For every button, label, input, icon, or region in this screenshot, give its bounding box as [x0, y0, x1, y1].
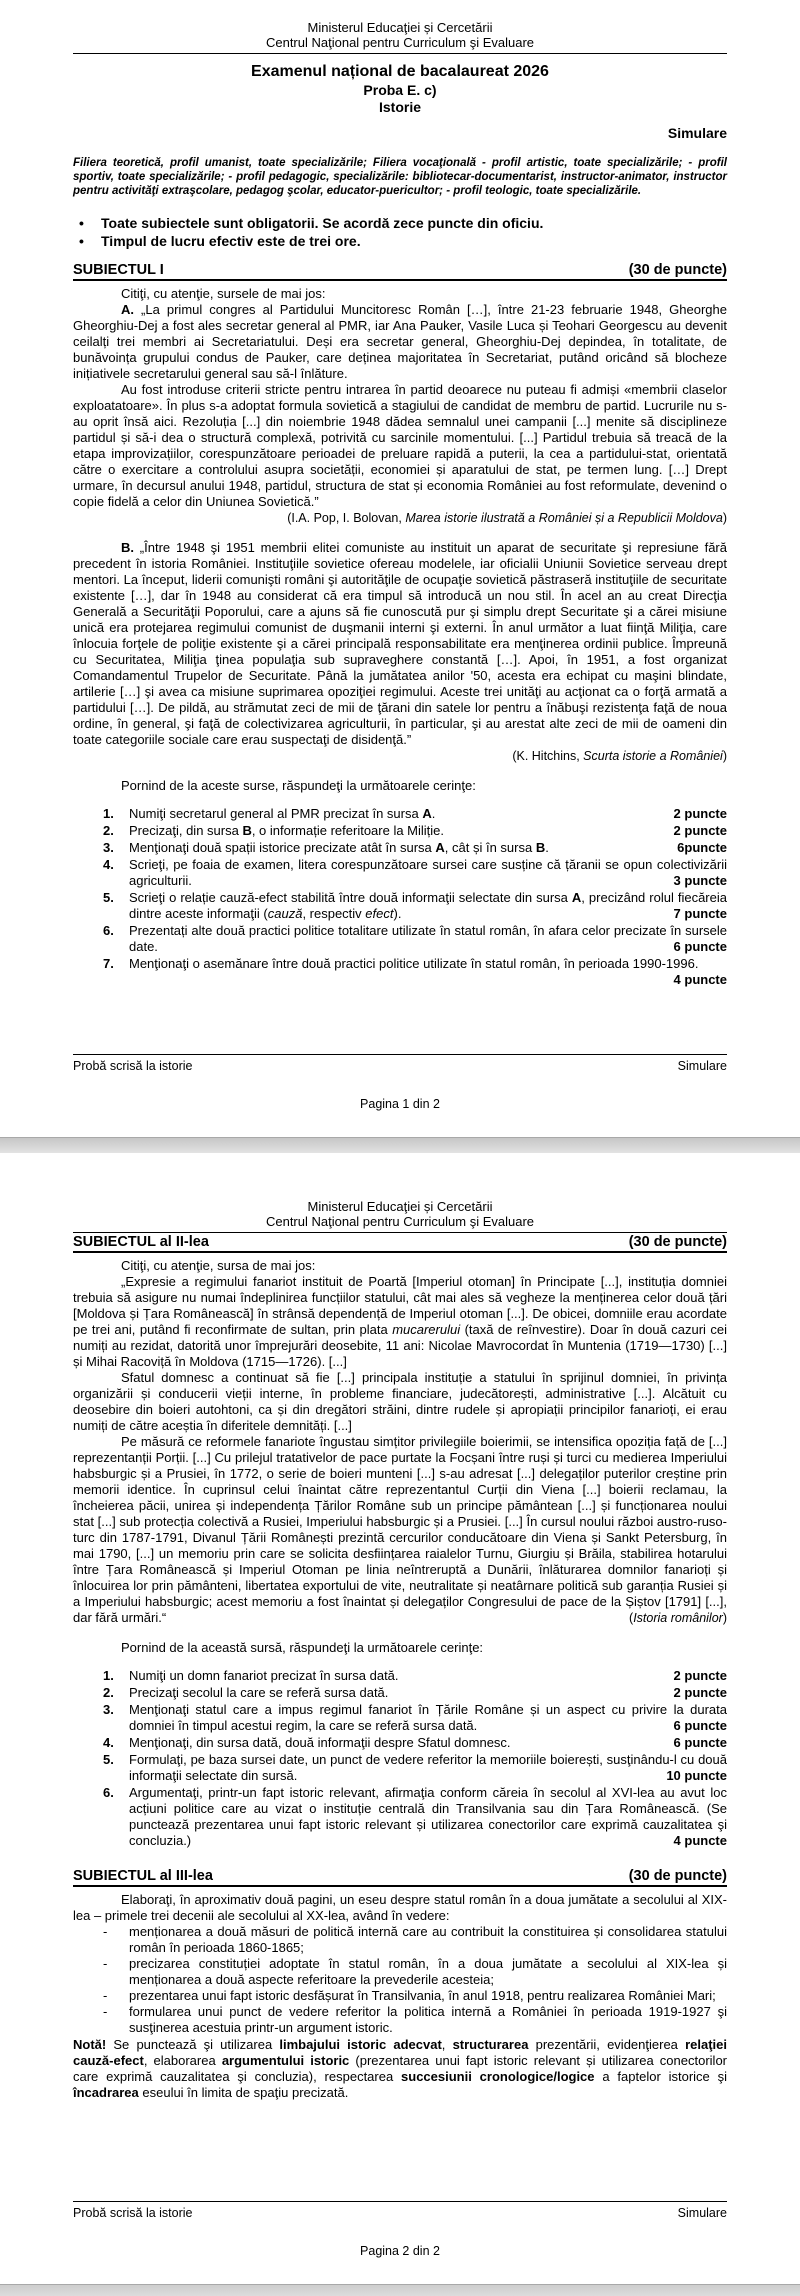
source-b-paragraph — [73, 540, 731, 748]
question-number: 6. — [103, 923, 114, 938]
attribution-close: ) — [722, 511, 727, 525]
question-segment: Numiţi secretarul general al PMR precizat în sursa — [129, 806, 423, 821]
source-paragraph-3 — [73, 1434, 731, 1626]
requirement-text: menționarea a două măsuri de politică internă care au contribuit la constituirea și consolidarea statului român în perioada 1860-1865; — [129, 1924, 731, 1955]
dash-icon: - — [103, 1956, 108, 1971]
subject1-heading — [73, 262, 727, 281]
requirement-item — [103, 1988, 727, 2004]
question-text — [129, 956, 727, 988]
instructions-list — [73, 214, 727, 250]
source-b-text: „Între 1948 şi 1951 membrii elitei comuniste au instituit un aparat de securitate şi represiune fără precedent în istoria României. Instituţiile sovietice ofereau modelele, iar oficialii Uniunii Sovietice serveau drept mentori. La început, liderii comunişti români şi autorităţile de ocupaţie sovietică păstraseră instituţiile de securitate existente […], dar în 1948 au considerat că era timpul să introducă un nou stil. În acel an au creat Direcţia Generală a Securităţii Poporului, care a ajuns să fie cunoscută pur şi simplu drept Securitate şi a cărei misiune unică era protejarea regimului comunist de duşmanii interni şi externi. În anul următor a luat fiinţă Miliţia, care înlocuia forţele de poliţie existente şi a cărei principală responsabilitate era menţinerea ordinii publice. Împreună cu Securitatea, Miliţia ţinea populaţia sub supraveghere constantă […]. Apoi, în 1951, a fost organizat Comandamentul Trupelor de Securitate. Până la jumătatea anilor '50, acesta era echipat cu maşini blindate, artilerie […] şi avea ca misiune suprimarea opoziţiei regimului. Aceste trei unităţi au acţionat ca o forţă armată a partidului […]. De pildă, au strămutat zeci de mii de ţărani din satele lor pentru a înăbuşi rezistenţa faţă de noua ordine, în general, şi faţă de colectivizarea agriculturii, în particular, şi au arestat alte zeci de mii de oameni din toate categoriile sociale care erau suspectaţi de disidenţă.” — [73, 540, 731, 747]
question-segment: . — [431, 806, 436, 821]
page-1 — [0, 0, 800, 1137]
question-row — [103, 1785, 731, 1849]
nota-segment: (prezentarea unui fapt istoric relevant și utilizarea conectorilor care exprimă cauzalitatea şi concluzia), respectarea — [73, 2053, 731, 2084]
question-segment: Menţionaţi două spații istorice precizate atât în sursa — [129, 840, 436, 855]
question-points: 2 puncte — [673, 1685, 727, 1700]
attribution-close: ) — [722, 1611, 727, 1625]
source-italic-term: mucarerului — [392, 1322, 461, 1337]
source-text: „Expresie a regimului fanariot instituit de Poartă [Imperiul otoman] în Principate [...], instituția domniei trebuia să asigure nu numai îndeplinirea funcțiilor statului, cât mai ales să vegheze la menținerea celor două țări [Moldova și Țara Românească] în strânsă dependență de Imperiul otoman [...]. De obicei, domniile erau acordate pe trei ani, putând fi reconfirmate de sultan, prin plata — [73, 1274, 731, 1337]
source-attribution — [581, 1610, 727, 1626]
question-row — [103, 1752, 731, 1784]
question-segment: Menţionaţi statul care a impus regimul fanariot în Țările Române și un aspect cu privire la durata domniei în timpul acestui regim, la care se referă sursa dată. — [129, 1702, 731, 1733]
subject1-title: SUBIECTUL I — [73, 262, 164, 278]
footer-right: Simulare — [677, 2206, 727, 2220]
question-segment: Numiţi un domn fanariot precizat în sursa dată. — [129, 1668, 399, 1683]
question-row — [103, 806, 727, 822]
document-header — [73, 1199, 727, 1229]
attribution-close: ) — [722, 749, 727, 763]
question-text — [129, 1752, 731, 1784]
source-b-attribution — [73, 749, 727, 764]
question-segment: . — [545, 840, 549, 855]
requirement-text: prezentarea unui fapt istoric desfășurat în Transilvania, în anul 1918, pentru realizarea României Mari; — [129, 1988, 716, 2003]
dash-icon: - — [103, 2004, 108, 2019]
subject3-points: (30 de puncte) — [628, 1868, 727, 1884]
footer-left: Probă scrisă la istorie — [73, 1059, 193, 1073]
question-segment: , cât și în sursa — [444, 840, 536, 855]
source-paragraph-2: Sfatul domnesc a continuat să fie [...] principala instituție a statului în sprijinul domniei, în privința organizării și conducerii vieții interne, în probleme financiare, judecătorești, administrative [...]. Alcătuit cu deosebire din boieri autohtoni, ca și din dregători străini, dintre rudele și apropiații principilor fanarioți, ei erau numiți de către aceștia în diferitele demnități. [...] — [73, 1370, 727, 1433]
ministry-line: Ministerul Educaţiei și Cercetării — [307, 20, 493, 35]
exam-subject: Istorie — [378, 99, 421, 115]
question-row — [103, 890, 731, 922]
dash-icon: - — [103, 1988, 108, 2003]
question-row — [103, 840, 727, 856]
question-number: 2. — [103, 823, 114, 838]
bullet-icon: • — [79, 215, 84, 231]
question-points: 6 puncte — [673, 1718, 727, 1733]
source-a-label: A. — [121, 302, 134, 317]
subject1-intro: Citiţi, cu atenţie, sursele de mai jos: — [121, 286, 326, 301]
subject2-intro: Citiţi, cu atenţie, sursa de mai jos: — [121, 1258, 316, 1273]
subject1-prompt: Pornind de la aceste surse, răspundeţi la următoarele cerinţe: — [121, 778, 476, 793]
question-text — [129, 806, 727, 822]
bottom-page-separator — [0, 2284, 800, 2296]
question-number: 4. — [103, 1735, 114, 1750]
nota-bold: încadrarea — [73, 2085, 139, 2100]
source-text: (taxă de reînvestire). Doar în două cazuri cei numiți au rezidat, datorită unor împrejurări deosebite, 11 ani: Nicolae Mavrocordat în Muntenia (1719—1730) [...] și Mihai Racoviță în Moldova (1715—1726). [...] — [73, 1322, 731, 1369]
question-segment: , o informație referitoare la Miliție. — [251, 823, 445, 838]
attribution-title: Istoria românilor — [633, 1611, 723, 1625]
question-row — [103, 956, 727, 988]
subject2-title: SUBIECTUL al II-lea — [73, 1234, 209, 1250]
nota-bold: argumentului istoric — [221, 2053, 350, 2068]
subject2-heading — [73, 1234, 727, 1253]
question-row — [103, 1735, 727, 1751]
attribution-title: Scurta istorie a României — [583, 749, 723, 763]
question-number: 3. — [103, 840, 114, 855]
page-2 — [0, 1153, 800, 2284]
nota-bold: relaţiei cauză-efect — [73, 2037, 731, 2068]
nota-segment: prezentării, evidenţierea — [528, 2037, 686, 2052]
question-segment: Menţionaţi o asemănare între două practici politice utilizate în statul român, în perioada 1990-1996. — [129, 956, 699, 971]
subject1-questions — [103, 806, 731, 989]
question-number: 7. — [103, 956, 114, 971]
footer-left: Probă scrisă la istorie — [73, 2206, 193, 2220]
source-a-paragraph-1 — [73, 302, 731, 382]
question-points: 4 puncte — [673, 1833, 727, 1848]
question-text — [129, 1702, 731, 1734]
source-a-paragraph-2: Au fost introduse criterii stricte pentru intrarea în partid deoarece nu puteau fi admiși «membrii claselor exploatatoare». În plus s-a adoptat formula sovietică a stagiului de candidat de membru de partid. Lucrurile nu s-au oprit însă aici. Rezoluția [...] din noiembrie 1948 dădea semnalul unei campanii [...] menite să disciplineze partidul și să-i dea o structură complexă, potrivită cu sarcinile momentului. [...] Partidul trebuia să treacă de la etapa improvizațiilor, corespunzătoare perioadei de preluare rapidă a puterii, la cea a partidului-stat, orientată către o exercitare a controlului asupra societății, economiei și aparatului de stat, pe termen lung. […] Drept urmare, în decursul anului 1948, partidul, structura de stat și economia României au fost reformulate, devenind o copie fidelă a celor din Uniunea Sovietică.” — [73, 382, 727, 509]
question-segment: Scrieţi, pe foaia de examen, litera corespunzătoare sursei care susține că țăranii se opun colectivizării agriculturii. — [129, 857, 731, 888]
question-number: 5. — [103, 890, 114, 905]
requirement-text: formularea unui punct de vedere referitor la politica internă a României în perioada 1919-1927 şi susţinerea acestuia printr-un argument istoric. — [129, 2004, 731, 2035]
question-bold-ref: A — [571, 890, 582, 905]
question-points: 3 puncte — [673, 873, 727, 888]
page-footer — [73, 2201, 727, 2258]
nota-segment: Se punctează şi utilizarea — [106, 2037, 280, 2052]
footer-row — [73, 2206, 727, 2220]
question-points: 2 puncte — [673, 806, 727, 821]
question-segment: Menţionaţi, din sursa dată, două informaţii despre Sfatul domnesc. — [129, 1735, 511, 1750]
question-segment: Formulaţi, pe baza sursei date, un punct de vedere referitor la memoriile boierești, susţinându-l cu două informaţii selectate din sursă. — [129, 1752, 731, 1783]
nota-bold: succesiunii cronologice/logice — [401, 2069, 595, 2084]
question-row — [103, 823, 727, 839]
source-text: Pe măsură ce reformele fanariote îngustau simțitor privilegiile boierimii, se intensifica opoziția față de [...] reprezentanții Porții. [...] Cu prilejul tratativelor de pace purtate la Focșani între ruși și turci cu medierea Imperiului habsburgic și a Prusiei, în 1772, o serie de boieri munteni [...] s-au adresat [...] delegaților puterilor creștine prin memorii identice. În cuprinsul celui înaintat către reprezentantul Curții din Viena [...] boierii reclamau, la încheierea păcii, unirea și independența Țărilor Române sub un principe pământean [...] și funcționarea noului stat [...] sub protecția colectivă a Rusiei, Imperiului habsburgic și a Prusiei. [...] În cursul noului război austro-ruso-turc din 1787-1791, Divanul Țării Românești prezintă cercurilor conducătoare din Viena și Sankt Petersburg, în mai 1790, [...] un memoriu prin care se solicita desființarea raialelor Turnu, Giurgiu și Brăila, stabilirea hotarului între Țara Românească și Imperiul Otoman pe linia neîntreruptă a Dunării, înlăturarea domnilor fanarioți și înlocuirea lor prin pământeni, libertatea exportului de vite, neutralitate și neatârnare politică sub garanția Rusiei și a Imperiului habsburgic; acest memoriu a fost înaintat și delegaților Congresului de pace de la Șiștov [1791] [...], dar fără urmări.“ — [73, 1434, 731, 1625]
simulare-label: Simulare — [667, 125, 727, 141]
question-segment: ). — [393, 906, 402, 921]
requirement-text: precizarea constituției adoptate în statul român, în a doua jumătate a secolului al XIX-lea și menționarea a două aspecte referitoare la prevederile acesteia; — [129, 1956, 731, 1987]
footer-right: Simulare — [677, 1059, 727, 1073]
source-a-attribution — [73, 511, 727, 526]
question-text — [129, 857, 731, 889]
subject3-heading — [73, 1868, 727, 1887]
question-segment: Precizaţi, din sursa — [129, 823, 243, 838]
subject1-points: (30 de puncte) — [628, 262, 727, 278]
source-a-text-1: „La primul congres al Partidului Muncitoresc Român […], între 21-23 februarie 1948, Gheorghe Gheorghiu-Dej a fost ales secretar general al PMR, iar Ana Pauker, Vasile Luca și Teohari Georgescu au devenit ceilalți trei membri ai Secretariatului. Deși era secretar general, Gheorghiu-Dej depindea, în totalitate, de bunăvoința grupului condus de Pauker, care deținea majoritatea în Secretariat, putând oricând să blocheze inițiativele secretarului general sau să-l înlăture. — [73, 302, 731, 381]
dash-icon: - — [103, 1924, 108, 1939]
center-line: Centrul Naţional pentru Curriculum şi Evaluare — [265, 1214, 535, 1229]
attribution-open: ( — [629, 1611, 634, 1625]
question-italic-term: efect — [365, 906, 394, 921]
question-points: 6puncte — [677, 840, 727, 855]
subject2-points: (30 de puncte) — [628, 1234, 727, 1250]
question-text — [129, 1785, 731, 1849]
nota-segment: , elaborarea — [143, 2053, 222, 2068]
question-number: 2. — [103, 1685, 114, 1700]
question-number: 6. — [103, 1785, 114, 1800]
question-italic-term: cauză — [267, 906, 303, 921]
question-points: 7 puncte — [673, 906, 727, 921]
instruction-text: Toate subiectele sunt obligatorii. Se acordă zece puncte din oficiu. — [101, 215, 544, 231]
question-text — [129, 1685, 727, 1701]
instruction-item — [73, 232, 727, 250]
question-row — [103, 1702, 731, 1734]
nota-segment: eseului în limita de spaţiu precizată. — [138, 2085, 349, 2100]
subject2-questions — [103, 1668, 731, 1850]
attribution-authors: (K. Hitchins, — [512, 749, 584, 763]
attribution-title: Marea istorie ilustrată a României și a Republicii Moldova — [405, 511, 723, 525]
question-segment: Argumentaţi, printr-un fapt istoric relevant, afirmaţia conform căreia în secolul al XVI-lea au avut loc acțiuni politice care au vizat o instituție centrală din Transilvania sau din Țara Românească. (Se punctează prezentarea unui fapt istoric relevant și utilizarea conectorilor care exprimă cauzalitatea şi concluzia.) — [129, 1785, 731, 1848]
question-bold-ref: A — [422, 806, 432, 821]
filiera-note: Filiera teoretică, profil umanist, toate specializările; Filiera vocaţională - profil artistic, toate specializările; - profil sportiv, toate specializările; - profil pedagogic, specializările: bibliotecar-documentarist, instructor-animator, instructor pentru activităţi extraşcolare, pedagog şcolar, educator-puericultor; - profil teologic, toate specializările. — [73, 157, 727, 197]
page-footer — [73, 1054, 727, 1111]
header-rule — [73, 53, 727, 54]
bullet-icon: • — [79, 233, 84, 249]
requirement-item — [103, 1924, 731, 1956]
question-bold-ref: B — [535, 840, 546, 855]
subject3-title: SUBIECTUL al III-lea — [73, 1868, 213, 1884]
question-text — [129, 923, 731, 955]
ministry-line: Ministerul Educaţiei și Cercetării — [307, 1199, 493, 1214]
question-segment: , precizând rolul fiecăreia dintre aceste informaţii ( — [129, 890, 731, 921]
exam-proba: Proba E. c) — [363, 82, 437, 98]
question-text — [129, 840, 727, 856]
question-points: 2 puncte — [673, 823, 727, 838]
nota-segment: , — [441, 2037, 453, 2052]
question-text — [129, 1735, 727, 1751]
question-row — [103, 923, 731, 955]
page-separator — [0, 1137, 800, 1153]
question-segment: , respectiv — [302, 906, 366, 921]
subject3-requirements — [103, 1924, 731, 2036]
question-points: 6 puncte — [673, 1735, 727, 1750]
question-segment: Precizaţi secolul la care se referă sursa dată. — [129, 1685, 389, 1700]
question-bold-ref: B — [242, 823, 252, 838]
question-segment: Prezentați alte două practici politice totalitare utilizate în statul român, în afara celor precizate în sursele date. — [129, 923, 731, 954]
header-rule — [73, 1232, 727, 1233]
instruction-text: Timpul de lucru efectiv este de trei ore. — [101, 233, 361, 249]
question-number: 5. — [103, 1752, 114, 1767]
question-number: 1. — [103, 1668, 114, 1683]
requirement-item — [103, 1956, 731, 1988]
title-block — [73, 63, 727, 115]
document-header — [73, 20, 727, 50]
question-points: 2 puncte — [673, 1668, 727, 1683]
nota-label: Notă! — [73, 2037, 107, 2052]
question-points: 4 puncte — [673, 972, 727, 987]
nota-segment: a faptelor istorice şi — [594, 2069, 731, 2084]
subject3-intro: Elaboraţi, în aproximativ două pagini, un eseu despre statul român în a doua jumătate a secolului al XIX-lea – primele trei decenii ale secolului al XX-lea, având în vedere: — [73, 1892, 727, 1923]
question-bold-ref: A — [435, 840, 445, 855]
question-text — [129, 890, 731, 922]
attribution-authors: (I.A. Pop, I. Bolovan, — [287, 511, 406, 525]
question-number: 1. — [103, 806, 114, 821]
question-row — [103, 1668, 727, 1684]
footer-rule — [73, 2201, 727, 2202]
question-row — [103, 1685, 727, 1701]
center-line: Centrul Naţional pentru Curriculum şi Evaluare — [265, 35, 535, 50]
source-b-label: B. — [121, 540, 134, 555]
question-points: 10 puncte — [666, 1768, 727, 1783]
footer-rule — [73, 1054, 727, 1055]
question-text — [129, 823, 727, 839]
question-row — [103, 857, 731, 889]
question-points: 6 puncte — [673, 939, 727, 954]
question-text — [129, 1668, 727, 1684]
instruction-item — [73, 214, 727, 232]
footer-row — [73, 1059, 727, 1073]
page-number-label: Pagina 1 din 2 — [360, 1097, 440, 1111]
page-number-label: Pagina 2 din 2 — [360, 2244, 440, 2258]
nota-paragraph — [73, 2037, 731, 2101]
nota-bold: limbajului istoric adecvat — [279, 2037, 442, 2052]
source-paragraph-1 — [73, 1274, 731, 1370]
exam-title: Examenul național de bacalaureat 2026 — [251, 63, 549, 80]
nota-bold: structurarea — [452, 2037, 529, 2052]
question-segment: Scrieţi o relație cauză-efect stabilită între două informaţii selectate din sursa — [129, 890, 572, 905]
question-number: 4. — [103, 857, 114, 872]
requirement-item — [103, 2004, 731, 2036]
subject2-prompt: Pornind de la această sursă, răspundeţi la următoarele cerinţe: — [121, 1640, 484, 1655]
question-number: 3. — [103, 1702, 114, 1717]
